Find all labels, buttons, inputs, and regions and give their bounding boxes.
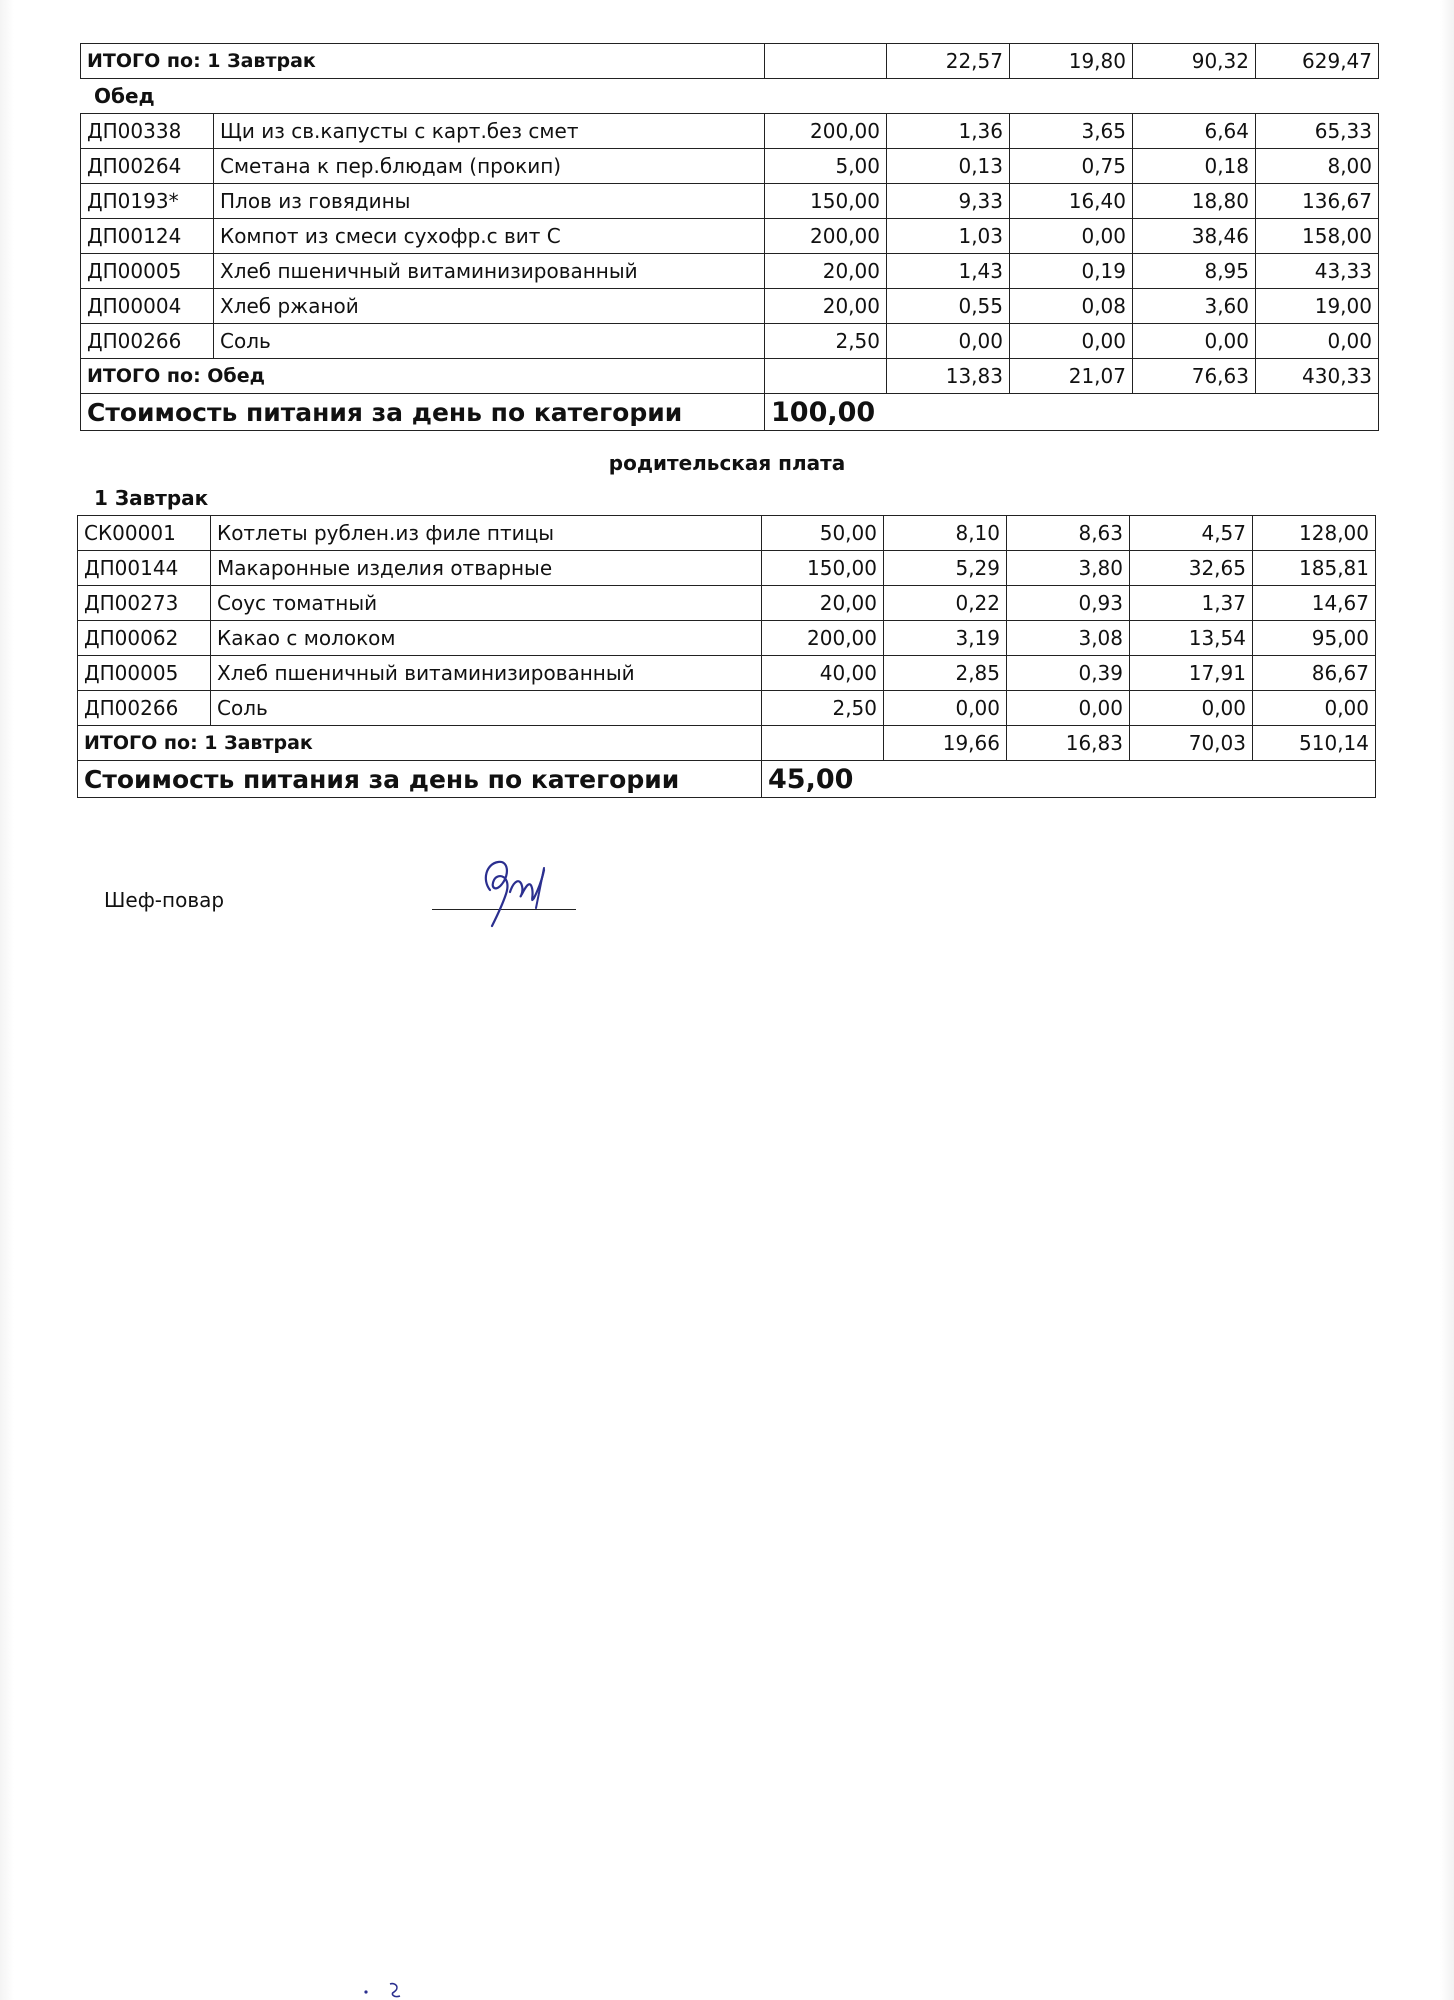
item-value: 8,10 xyxy=(884,516,1007,551)
table-row xyxy=(81,324,1379,359)
top-total-row xyxy=(81,44,1379,79)
breakfast-total-row xyxy=(78,726,1376,761)
item-weight: 200,00 xyxy=(762,621,884,656)
item-weight: 5,00 xyxy=(765,149,887,184)
item-name: Соль xyxy=(214,324,765,359)
item-value: 0,00 xyxy=(1130,691,1253,726)
item-value: 6,64 xyxy=(1133,114,1256,149)
item-value: 8,63 xyxy=(1007,516,1130,551)
item-code: ДП00062 xyxy=(78,621,211,656)
item-name: Соус томатный xyxy=(211,586,762,621)
item-value: 8,95 xyxy=(1133,254,1256,289)
total-weight-cell xyxy=(765,44,887,79)
table-row xyxy=(81,184,1379,219)
total-value: 13,83 xyxy=(887,359,1010,394)
item-weight: 20,00 xyxy=(765,289,887,324)
item-value: 32,65 xyxy=(1130,551,1253,586)
total-label: ИТОГО по: 1 Завтрак xyxy=(81,44,765,79)
cost-label: Стоимость питания за день по категории xyxy=(81,394,765,431)
total-value: 70,03 xyxy=(1130,726,1253,761)
item-code: ДП00004 xyxy=(81,289,214,324)
item-value: 0,75 xyxy=(1010,149,1133,184)
item-value: 185,81 xyxy=(1253,551,1376,586)
breakfast-cost-row xyxy=(78,761,1376,798)
item-value: 128,00 xyxy=(1253,516,1376,551)
total-value: 76,63 xyxy=(1133,359,1256,394)
item-value: 158,00 xyxy=(1256,219,1379,254)
cost-value: 45,00 xyxy=(762,761,884,798)
item-value: 9,33 xyxy=(887,184,1010,219)
item-value: 86,67 xyxy=(1253,656,1376,691)
item-value: 19,00 xyxy=(1256,289,1379,324)
total-value: 22,57 xyxy=(887,44,1010,79)
item-code: ДП00005 xyxy=(81,254,214,289)
item-value: 65,33 xyxy=(1256,114,1379,149)
cost-label: Стоимость питания за день по категории xyxy=(78,761,762,798)
lunch-cost-row xyxy=(81,394,1379,431)
item-weight: 150,00 xyxy=(762,551,884,586)
table-row xyxy=(78,656,1376,691)
total-weight-cell xyxy=(765,359,887,394)
total-label: ИТОГО по: 1 Завтрак xyxy=(78,726,762,761)
item-name: Хлеб пшеничный витаминизированный xyxy=(211,656,762,691)
total-value: 629,47 xyxy=(1256,44,1379,79)
item-value: 1,37 xyxy=(1130,586,1253,621)
item-value: 0,00 xyxy=(1253,691,1376,726)
item-value: 3,60 xyxy=(1133,289,1256,324)
item-weight: 2,50 xyxy=(762,691,884,726)
item-code: ДП0193* xyxy=(81,184,214,219)
item-value: 0,18 xyxy=(1133,149,1256,184)
item-value: 1,03 xyxy=(887,219,1010,254)
top-total-table xyxy=(80,43,1379,79)
item-value: 0,39 xyxy=(1007,656,1130,691)
item-value: 43,33 xyxy=(1256,254,1379,289)
lunch-table xyxy=(80,113,1379,431)
table-row xyxy=(81,254,1379,289)
total-value: 510,14 xyxy=(1253,726,1376,761)
item-weight: 20,00 xyxy=(762,586,884,621)
item-value: 8,00 xyxy=(1256,149,1379,184)
item-value: 14,67 xyxy=(1253,586,1376,621)
table-row xyxy=(81,289,1379,324)
item-value: 0,00 xyxy=(1010,219,1133,254)
item-code: ДП00005 xyxy=(78,656,211,691)
item-value: 3,80 xyxy=(1007,551,1130,586)
item-value: 0,00 xyxy=(1010,324,1133,359)
item-weight: 200,00 xyxy=(765,219,887,254)
item-name: Компот из смеси сухофр.с вит С xyxy=(214,219,765,254)
item-name: Макаронные изделия отварные xyxy=(211,551,762,586)
chef-label: Шеф-повар xyxy=(104,888,225,912)
item-code: ДП00266 xyxy=(81,324,214,359)
item-code: ДП00266 xyxy=(78,691,211,726)
total-value: 19,66 xyxy=(884,726,1007,761)
item-value: 136,67 xyxy=(1256,184,1379,219)
item-value: 4,57 xyxy=(1130,516,1253,551)
table-row xyxy=(81,149,1379,184)
item-name: Хлеб пшеничный витаминизированный xyxy=(214,254,765,289)
item-weight: 50,00 xyxy=(762,516,884,551)
item-value: 13,54 xyxy=(1130,621,1253,656)
total-label: ИТОГО по: Обед xyxy=(81,359,765,394)
breakfast-heading: 1 Завтрак xyxy=(94,486,209,510)
table-row xyxy=(81,219,1379,254)
total-value: 90,32 xyxy=(1133,44,1256,79)
item-value: 0,93 xyxy=(1007,586,1130,621)
item-code: ДП00338 xyxy=(81,114,214,149)
item-weight: 200,00 xyxy=(765,114,887,149)
item-value: 38,46 xyxy=(1133,219,1256,254)
item-name: Соль xyxy=(211,691,762,726)
item-value: 5,29 xyxy=(884,551,1007,586)
total-value: 16,83 xyxy=(1007,726,1130,761)
item-value: 0,00 xyxy=(1133,324,1256,359)
item-name: Плов из говядины xyxy=(214,184,765,219)
item-value: 95,00 xyxy=(1253,621,1376,656)
item-code: ДП00273 xyxy=(78,586,211,621)
item-value: 2,85 xyxy=(884,656,1007,691)
lunch-heading: Обед xyxy=(94,84,155,108)
item-value: 1,36 xyxy=(887,114,1010,149)
parent-fee-label: родительская плата xyxy=(608,451,846,475)
item-name: Какао с молоком xyxy=(211,621,762,656)
item-code: ДП00264 xyxy=(81,149,214,184)
cost-value: 100,00 xyxy=(765,394,887,431)
table-row xyxy=(78,516,1376,551)
breakfast-table xyxy=(77,515,1376,798)
item-code: ДП00124 xyxy=(81,219,214,254)
item-value: 0,00 xyxy=(1256,324,1379,359)
item-name: Сметана к пер.блюдам (прокип) xyxy=(214,149,765,184)
table-row xyxy=(78,551,1376,586)
item-value: 1,43 xyxy=(887,254,1010,289)
item-value: 3,65 xyxy=(1010,114,1133,149)
table-row xyxy=(78,586,1376,621)
item-value: 18,80 xyxy=(1133,184,1256,219)
item-code: СК00001 xyxy=(78,516,211,551)
item-code: ДП00144 xyxy=(78,551,211,586)
scan-artifact xyxy=(360,1980,420,2000)
item-value: 0,22 xyxy=(884,586,1007,621)
item-value: 17,91 xyxy=(1130,656,1253,691)
item-value: 0,19 xyxy=(1010,254,1133,289)
cost-blank xyxy=(884,761,1376,798)
table-row xyxy=(81,114,1379,149)
item-value: 0,00 xyxy=(887,324,1010,359)
total-value: 19,80 xyxy=(1010,44,1133,79)
total-value: 21,07 xyxy=(1010,359,1133,394)
item-value: 0,00 xyxy=(1007,691,1130,726)
item-weight: 150,00 xyxy=(765,184,887,219)
item-value: 3,08 xyxy=(1007,621,1130,656)
item-weight: 20,00 xyxy=(765,254,887,289)
item-value: 0,00 xyxy=(884,691,1007,726)
signature-mark xyxy=(472,850,572,930)
item-name: Котлеты рублен.из филе птицы xyxy=(211,516,762,551)
item-name: Хлеб ржаной xyxy=(214,289,765,324)
item-value: 0,08 xyxy=(1010,289,1133,324)
total-weight-cell xyxy=(762,726,884,761)
item-value: 0,55 xyxy=(887,289,1010,324)
lunch-total-row xyxy=(81,359,1379,394)
item-name: Щи из св.капусты с карт.без смет xyxy=(214,114,765,149)
item-value: 16,40 xyxy=(1010,184,1133,219)
table-row xyxy=(78,621,1376,656)
total-value: 430,33 xyxy=(1256,359,1379,394)
cost-blank xyxy=(887,394,1379,431)
item-weight: 40,00 xyxy=(762,656,884,691)
table-row xyxy=(78,691,1376,726)
item-value: 3,19 xyxy=(884,621,1007,656)
item-weight: 2,50 xyxy=(765,324,887,359)
item-value: 0,13 xyxy=(887,149,1010,184)
